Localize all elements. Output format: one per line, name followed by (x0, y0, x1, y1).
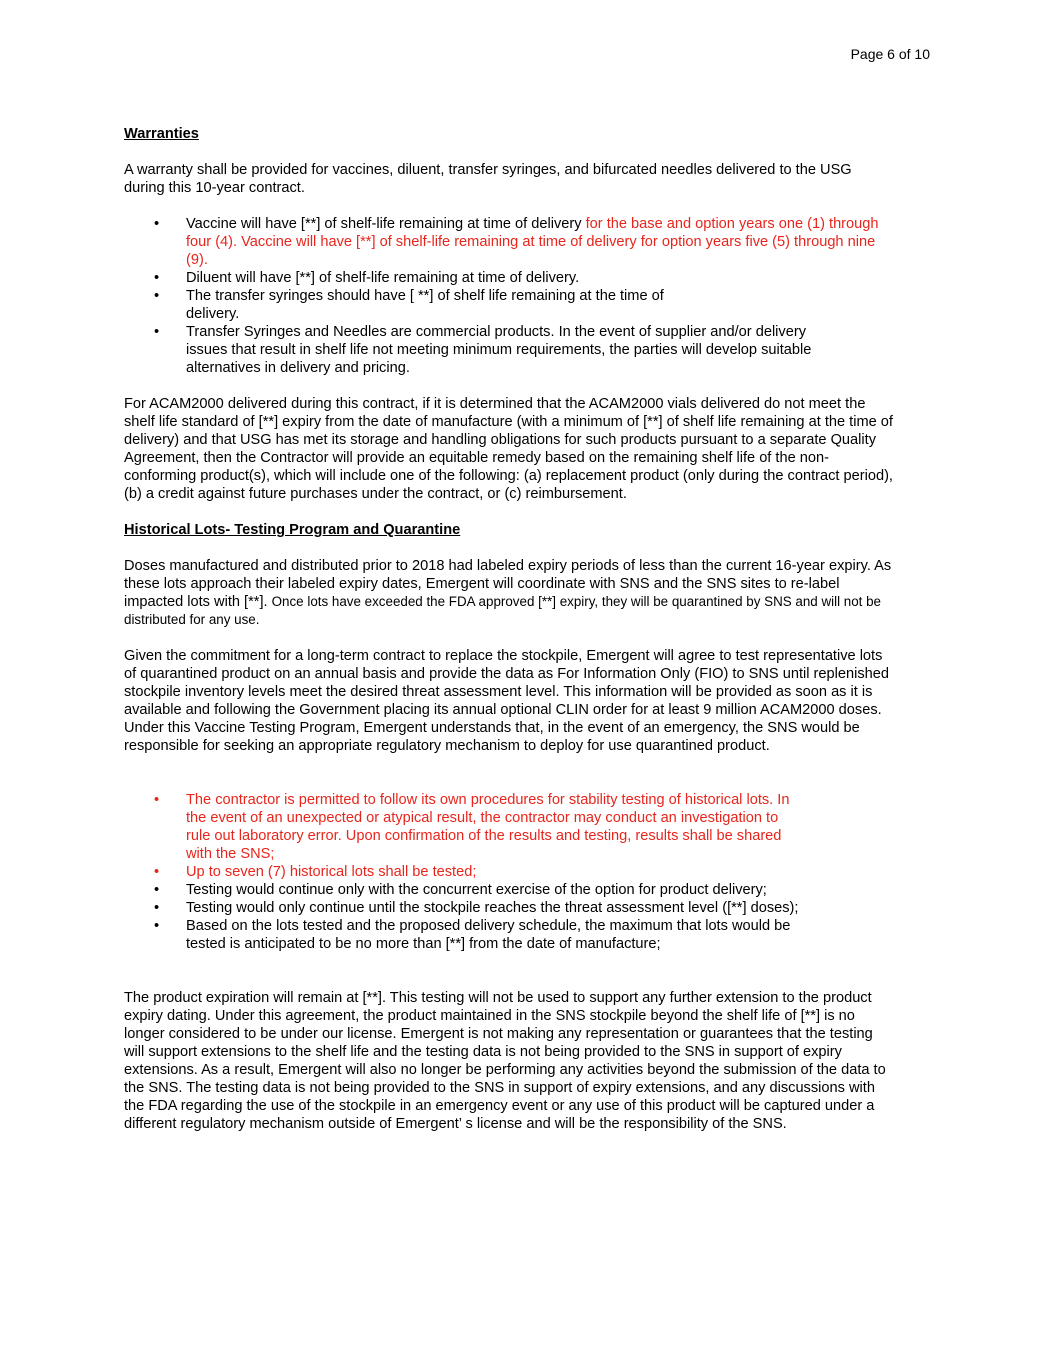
list-item-text: Transfer Syringes and Needles are commercial products. In the event of supplier and/or delivery issues that result in shelf life not meeting minimum requirements, the parties will develop suitable alternatives in delivery and pricing. (186, 324, 812, 376)
list-item-text: Based on the lots tested and the proposed delivery schedule, the maximum that lots would be tested is anticipated to be no more than [**] from the date of manufacture; (186, 918, 791, 952)
list-item (124, 323, 894, 377)
historical-paragraph-1 (124, 557, 894, 629)
list-item-text: Testing would continue only with the concurrent exercise of the option for product delivery; (186, 882, 767, 898)
remedy-paragraph: For ACAM2000 delivered during this contract, if it is determined that the ACAM2000 vials delivered do not meet the shelf life standard of [**] expiry from the date of manufacture (with a minimum of [**] of shelf life remaining at the time of delivery) and that USG has met its storage and handling obligations for such products pursuant to a separate Quality Agreement, then the Contractor will provide an equitable remedy based on the remaining shelf life of the non-conforming product(s), which will include one of the following: (a) replacement product (only during the contract period), (b) a credit against future purchases under the contract, or (c) reimbursement. (124, 396, 893, 502)
list-item-text: The transfer syringes should have [ **] of shelf life remaining at the time of delivery. (186, 288, 664, 322)
list-item (124, 791, 894, 863)
bullet-icon: • (154, 792, 160, 808)
list-item (124, 899, 894, 917)
list-item-text: Vaccine will have [**] of shelf-life remaining at time of delivery (186, 216, 586, 232)
historical-heading: Historical Lots- Testing Program and Quarantine (124, 522, 461, 538)
historical-paragraph-2: Given the commitment for a long-term contract to replace the stockpile, Emergent will agree to test representative lots of quarantined product on an annual basis and provide the data as For Information Only (FIO) to SNS until replenished stockpile inventory levels meet the desired threat assessment level. This information will be provided as soon as it is available and following the Government placing its annual optional CLIN order for at least 9 million ACAM2000 doses. Under this Vaccine Testing Program, Emergent understands that, in the event of an emergency, the SNS would be responsible for seeking an appropriate regulatory mechanism to deploy for use quarantined product. (124, 648, 889, 754)
bullet-icon: • (154, 216, 160, 232)
list-item (124, 863, 894, 881)
testing-list (124, 791, 894, 953)
document-body (124, 125, 894, 1151)
bullet-icon: • (154, 270, 160, 286)
list-item (124, 917, 894, 953)
bullet-icon: • (154, 324, 160, 340)
list-item-text: The contractor is permitted to follow its own procedures for stability testing of historical lots. In the event of an unexpected or atypical result, the contractor may conduct an investigation to rule out laboratory error. Upon confirmation of the results and testing, results shall be shared with the SNS; (186, 792, 790, 862)
list-item-text: Testing would only continue until the stockpile reaches the threat assessment level ([**] doses); (186, 900, 799, 916)
bullet-icon: • (154, 900, 160, 916)
list-item-text: Up to seven (7) historical lots shall be tested; (186, 864, 477, 880)
historical-paragraph-1-small: Once lots have exceeded the FDA approved [**] expiry, they will be quarantined by SNS and will not be distributed for any use. (124, 594, 882, 627)
spacer (124, 773, 894, 791)
bullet-icon: • (154, 864, 160, 880)
bullet-icon: • (154, 918, 160, 934)
closing-paragraph: The product expiration will remain at [**]. This testing will not be used to support any further extension to the product expiry dating. Under this agreement, the product maintained in the SNS stockpile beyond the shelf life of [**] is no longer considered to be under our license. Emergent is not making any representation or guarantees that the testing will support extensions to the shelf life and the testing data is not being provided to the SNS in support of expiry extensions. As a result, Emergent will also no longer be performing any activities beyond the submission of the data to the SNS. The testing data is not being provided to the SNS in support of expiry extensions, and any discussions with the FDA regarding the use of the stockpile in an emergency event or any use of this product will be captured under a different regulatory mechanism outside of Emergent’ s license and will be the responsibility of the SNS. (124, 990, 886, 1132)
bullet-icon: • (154, 882, 160, 898)
list-item (124, 881, 894, 899)
historical-paragraph-1-main: Doses manufactured and distributed prior to 2018 had labeled expiry periods of less than the current 16-year expiry. As these lots approach their labeled expiry dates, Emergent will coordinate with SNS and the SNS sites to re-label impacted lots with [**]. (124, 558, 892, 610)
warranties-intro: A warranty shall be provided for vaccines, diluent, transfer syringes, and bifurcated needles delivered to the USG during this 10-year contract. (124, 162, 852, 196)
list-item (124, 269, 894, 287)
warranties-heading: Warranties (124, 126, 199, 142)
page-number: Page 6 of 10 (850, 46, 930, 62)
list-item (124, 215, 894, 269)
warranties-list (124, 215, 894, 377)
bullet-icon: • (154, 288, 160, 304)
spacer (124, 971, 894, 989)
list-item-text-red: for the base and option years one (1) through four (4). Vaccine will have [**] of shelf-life remaining at time of delivery for option years five (5) through nine (9). (186, 216, 879, 268)
list-item-text: Diluent will have [**] of shelf-life remaining at time of delivery. (186, 270, 580, 286)
list-item (124, 287, 894, 323)
